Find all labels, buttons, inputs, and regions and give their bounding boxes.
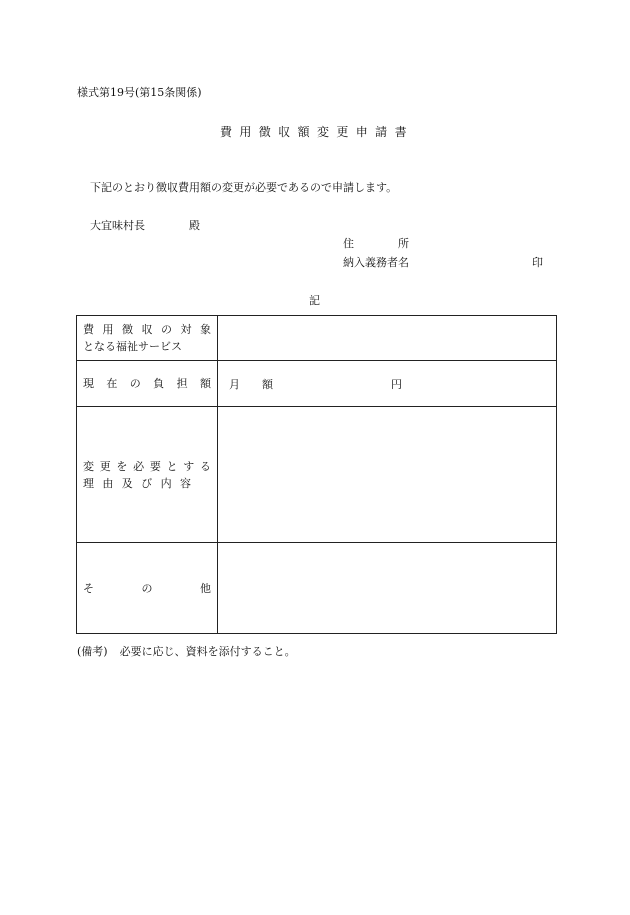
- addressee: [90, 217, 200, 233]
- value-service[interactable]: [218, 316, 557, 361]
- amount-yen: 円: [391, 377, 402, 391]
- notes-text: 必要に応じ、資料を添付すること。: [119, 645, 296, 658]
- ki-heading: 記: [309, 294, 320, 307]
- address-label-char-1: 住: [343, 237, 354, 250]
- table-row-reason: [77, 407, 557, 543]
- amount-gaku: 額: [262, 377, 273, 391]
- label-current-burden: 現 在 の 負 担 額: [77, 361, 218, 407]
- application-table: [76, 315, 557, 634]
- addressee-honorific: 殿: [189, 219, 200, 232]
- amount-month: 月: [229, 377, 240, 391]
- address-label: [343, 235, 409, 251]
- label-service-line-2: となる福祉サービス: [83, 340, 182, 353]
- value-reason[interactable]: [218, 407, 557, 543]
- form-title: 費用徴収額変更申請書: [219, 125, 414, 139]
- value-other[interactable]: [218, 543, 557, 634]
- label-other: そ の 他: [77, 543, 218, 634]
- seal-mark: 印: [532, 256, 543, 269]
- value-current-burden[interactable]: [218, 361, 557, 407]
- label-service-line-1: 費 用 徴 収 の 対 象: [83, 323, 211, 336]
- table-row-service: [77, 316, 557, 361]
- notes-label: (備考): [77, 645, 108, 658]
- table-row-current-burden: [77, 361, 557, 407]
- addressee-name: 大宜味村長: [90, 219, 145, 232]
- intro-text: 下記のとおり徴収費用額の変更が必要であるので申請します。: [90, 181, 398, 194]
- notes: [77, 643, 296, 659]
- address-label-char-2: 所: [398, 237, 409, 250]
- payer-name-label: 納入義務者名: [343, 256, 409, 269]
- table-row-other: [77, 543, 557, 634]
- label-service: [77, 316, 218, 361]
- label-reason: 変 更 を 必 要 と す る 理 由 及 び 内 容: [77, 407, 218, 543]
- form-number: 様式第19号(第15条関係): [77, 86, 202, 99]
